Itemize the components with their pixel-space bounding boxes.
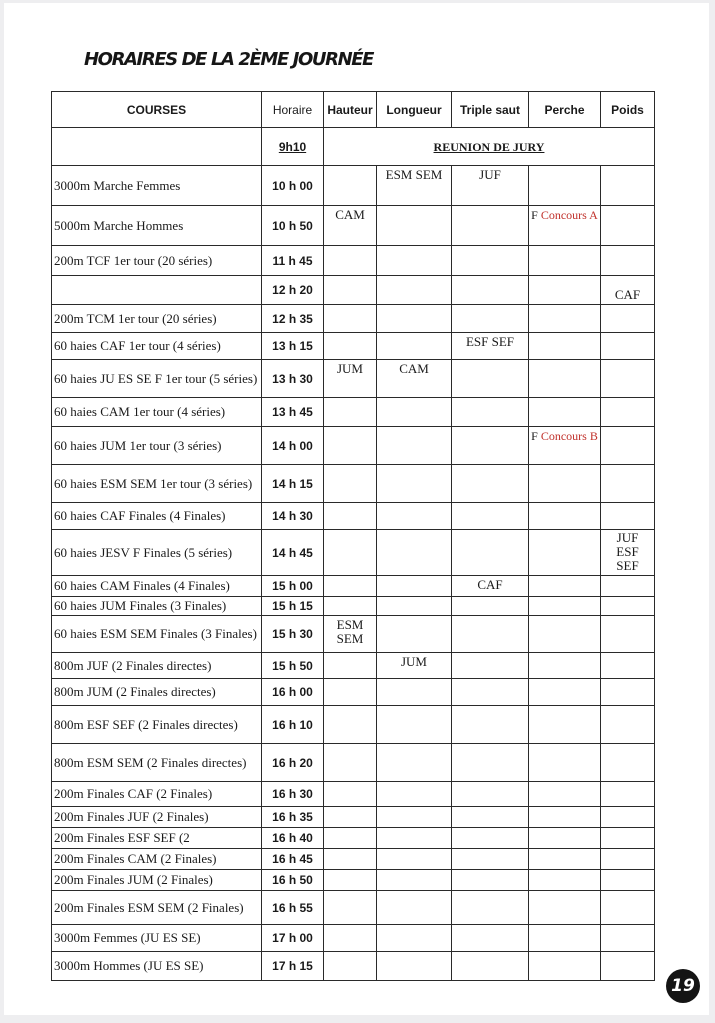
poids-cell — [601, 360, 655, 398]
table-row — [52, 503, 655, 530]
perche-cell — [529, 276, 601, 305]
hauteur-cell — [324, 398, 377, 427]
perche-cell — [529, 576, 601, 597]
triple-saut-cell — [452, 597, 529, 616]
time-cell: 15 h 50 — [262, 653, 324, 679]
table-row — [52, 530, 655, 576]
triple-saut-cell — [452, 305, 529, 333]
header-hauteur: Hauteur — [324, 92, 377, 128]
course-cell: 200m TCF 1er tour (20 séries) — [52, 246, 262, 276]
hauteur-value: CAM — [335, 207, 365, 222]
course-cell: 800m ESF SEF (2 Finales directes) — [52, 706, 262, 744]
poids-cell — [601, 891, 655, 925]
course-cell: 60 haies ESM SEM Finales (3 Finales) — [52, 616, 262, 653]
longueur-cell — [377, 427, 452, 465]
poids-cell — [601, 870, 655, 891]
poids-value: JUF ESF SEF — [616, 530, 639, 573]
hauteur-cell — [324, 576, 377, 597]
table-row — [52, 653, 655, 679]
triple-saut-cell — [452, 870, 529, 891]
hauteur-cell — [324, 246, 377, 276]
time-cell: 14 h 15 — [262, 465, 324, 503]
table-row — [52, 828, 655, 849]
time-cell: 16 h 00 — [262, 679, 324, 706]
table-row — [52, 305, 655, 333]
course-cell: 200m Finales JUF (2 Finales) — [52, 807, 262, 828]
perche-cell — [529, 782, 601, 807]
hauteur-cell — [324, 891, 377, 925]
jury-label: REUNION DE JURY — [433, 139, 545, 154]
longueur-cell — [377, 597, 452, 616]
poids-cell — [601, 653, 655, 679]
perche-cell — [529, 360, 601, 398]
perche-cell — [529, 398, 601, 427]
time-cell: 10 h 00 — [262, 166, 324, 206]
hauteur-cell — [324, 653, 377, 679]
hauteur-cell — [324, 807, 377, 828]
longueur-cell — [377, 465, 452, 503]
longueur-cell — [377, 305, 452, 333]
hauteur-cell — [324, 679, 377, 706]
time-cell: 16 h 30 — [262, 782, 324, 807]
time-cell: 17 h 15 — [262, 952, 324, 981]
perche-cell — [529, 679, 601, 706]
perche-cell — [529, 465, 601, 503]
table-row — [52, 782, 655, 807]
triple-saut-cell — [452, 706, 529, 744]
longueur-cell — [377, 679, 452, 706]
triple-saut-cell — [452, 952, 529, 981]
document-page — [4, 3, 709, 1015]
course-cell: 800m JUF (2 Finales directes) — [52, 653, 262, 679]
triple-saut-cell — [452, 465, 529, 503]
poids-cell — [601, 706, 655, 744]
poids-cell — [601, 398, 655, 427]
time-cell: 13 h 15 — [262, 333, 324, 360]
time-cell: 12 h 20 — [262, 276, 324, 305]
poids-cell — [601, 206, 655, 246]
longueur-cell — [377, 807, 452, 828]
hauteur-cell — [324, 206, 377, 246]
triple-saut-value: JUF — [479, 167, 501, 182]
perche-cell — [529, 925, 601, 952]
header-courses: COURSES — [52, 92, 262, 128]
perche-cell — [529, 616, 601, 653]
hauteur-cell — [324, 427, 377, 465]
time-cell: 16 h 50 — [262, 870, 324, 891]
time-cell: 16 h 35 — [262, 807, 324, 828]
hauteur-cell — [324, 925, 377, 952]
poids-cell — [601, 925, 655, 952]
poids-cell — [601, 427, 655, 465]
longueur-cell — [377, 398, 452, 427]
hauteur-cell — [324, 952, 377, 981]
hauteur-cell — [324, 597, 377, 616]
triple-saut-value: ESF SEF — [465, 334, 515, 349]
hauteur-cell — [324, 870, 377, 891]
course-cell: 60 haies ESM SEM 1er tour (3 séries) — [52, 465, 262, 503]
time-cell: 16 h 20 — [262, 744, 324, 782]
hauteur-cell — [324, 360, 377, 398]
perche-cell — [529, 653, 601, 679]
table-row — [52, 360, 655, 398]
course-cell: 200m TCM 1er tour (20 séries) — [52, 305, 262, 333]
hauteur-cell — [324, 706, 377, 744]
triple-saut-cell — [452, 891, 529, 925]
hauteur-cell — [324, 276, 377, 305]
longueur-value: ESM SEM — [385, 167, 443, 182]
longueur-cell — [377, 503, 452, 530]
perche-concours-label: Concours A — [540, 208, 598, 222]
perche-cell — [529, 807, 601, 828]
schedule-table — [51, 91, 655, 981]
triple-saut-cell — [452, 744, 529, 782]
triple-saut-cell — [452, 576, 529, 597]
poids-cell — [601, 807, 655, 828]
header-longueur: Longueur — [377, 92, 452, 128]
poids-cell — [601, 465, 655, 503]
longueur-cell — [377, 360, 452, 398]
hauteur-cell — [324, 782, 377, 807]
hauteur-cell — [324, 166, 377, 206]
triple-saut-cell — [452, 925, 529, 952]
longueur-cell — [377, 166, 452, 206]
poids-cell — [601, 849, 655, 870]
course-cell: 60 haies CAM Finales (4 Finales) — [52, 576, 262, 597]
header-row — [52, 92, 655, 128]
table-row — [52, 206, 655, 246]
course-cell: 3000m Femmes (JU ES SE) — [52, 925, 262, 952]
time-cell: 16 h 55 — [262, 891, 324, 925]
poids-cell — [601, 305, 655, 333]
longueur-cell — [377, 616, 452, 653]
time-cell: 16 h 40 — [262, 828, 324, 849]
triple-saut-cell — [452, 276, 529, 305]
table-row — [52, 925, 655, 952]
poids-cell — [601, 679, 655, 706]
poids-cell — [601, 744, 655, 782]
perche-cell — [529, 503, 601, 530]
table-row — [52, 576, 655, 597]
perche-cell — [529, 305, 601, 333]
triple-saut-cell — [452, 679, 529, 706]
triple-saut-cell — [452, 360, 529, 398]
longueur-cell — [377, 870, 452, 891]
header-horaire: Horaire — [262, 92, 324, 128]
poids-cell — [601, 576, 655, 597]
jury-row — [52, 128, 655, 166]
poids-cell — [601, 530, 655, 576]
time-cell: 15 h 00 — [262, 576, 324, 597]
table-row — [52, 891, 655, 925]
hauteur-cell — [324, 530, 377, 576]
longueur-cell — [377, 782, 452, 807]
time-cell: 16 h 10 — [262, 706, 324, 744]
triple-saut-value: CAF — [477, 577, 503, 592]
perche-cell — [529, 427, 601, 465]
hauteur-value: ESM SEM — [336, 617, 364, 646]
course-cell: 200m Finales ESM SEM (2 Finales) — [52, 891, 262, 925]
triple-saut-cell — [452, 166, 529, 206]
course-cell: 200m Finales JUM (2 Finales) — [52, 870, 262, 891]
poids-cell — [601, 828, 655, 849]
perche-cell — [529, 333, 601, 360]
hauteur-cell — [324, 503, 377, 530]
triple-saut-cell — [452, 849, 529, 870]
longueur-cell — [377, 706, 452, 744]
perche-group-label: F — [531, 208, 538, 222]
triple-saut-cell — [452, 616, 529, 653]
longueur-cell — [377, 849, 452, 870]
time-cell: 10 h 50 — [262, 206, 324, 246]
longueur-cell — [377, 576, 452, 597]
triple-saut-cell — [452, 333, 529, 360]
course-cell: 60 haies CAF 1er tour (4 séries) — [52, 333, 262, 360]
table-row — [52, 616, 655, 653]
time-cell: 13 h 45 — [262, 398, 324, 427]
hauteur-cell — [324, 616, 377, 653]
poids-cell — [601, 166, 655, 206]
longueur-value: JUM — [400, 654, 427, 669]
time-cell: 14 h 00 — [262, 427, 324, 465]
longueur-cell — [377, 206, 452, 246]
table-row — [52, 246, 655, 276]
header-triple-saut: Triple saut — [452, 92, 529, 128]
perche-cell — [529, 891, 601, 925]
course-cell: 800m ESM SEM (2 Finales directes) — [52, 744, 262, 782]
perche-cell — [529, 870, 601, 891]
hauteur-cell — [324, 744, 377, 782]
course-cell: 60 haies JESV F Finales (5 séries) — [52, 530, 262, 576]
perche-cell — [529, 849, 601, 870]
table-row — [52, 849, 655, 870]
triple-saut-cell — [452, 807, 529, 828]
table-row — [52, 465, 655, 503]
hauteur-cell — [324, 828, 377, 849]
course-cell: 200m Finales CAF (2 Finales) — [52, 782, 262, 807]
perche-cell — [529, 530, 601, 576]
perche-concours-label: Concours B — [540, 429, 598, 443]
table-row — [52, 744, 655, 782]
perche-group-label: F — [531, 429, 538, 443]
table-row — [52, 333, 655, 360]
hauteur-cell — [324, 333, 377, 360]
poids-value: CAF — [614, 287, 641, 302]
longueur-cell — [377, 246, 452, 276]
course-cell: 60 haies CAF Finales (4 Finales) — [52, 503, 262, 530]
hauteur-cell — [324, 305, 377, 333]
table-row — [52, 706, 655, 744]
time-cell: 16 h 45 — [262, 849, 324, 870]
longueur-cell — [377, 952, 452, 981]
poids-cell — [601, 246, 655, 276]
time-cell: 11 h 45 — [262, 246, 324, 276]
perche-cell — [529, 597, 601, 616]
poids-cell — [601, 952, 655, 981]
jury-time: 9h10 — [262, 128, 324, 166]
triple-saut-cell — [452, 782, 529, 807]
header-poids: Poids — [601, 92, 655, 128]
triple-saut-cell — [452, 530, 529, 576]
perche-cell — [529, 706, 601, 744]
table-row — [52, 679, 655, 706]
poids-cell — [601, 503, 655, 530]
table-row — [52, 870, 655, 891]
table-row — [52, 597, 655, 616]
longueur-cell — [377, 333, 452, 360]
page-title: HORAIRES DE LA 2ÈME JOURNÉE — [84, 49, 374, 70]
time-cell: 14 h 30 — [262, 503, 324, 530]
perche-cell — [529, 166, 601, 206]
poids-cell — [601, 597, 655, 616]
course-cell: 60 haies JUM 1er tour (3 séries) — [52, 427, 262, 465]
table-row — [52, 166, 655, 206]
poids-cell — [601, 782, 655, 807]
longueur-cell — [377, 925, 452, 952]
perche-cell — [529, 952, 601, 981]
table-row — [52, 807, 655, 828]
course-cell — [52, 276, 262, 305]
time-cell: 13 h 30 — [262, 360, 324, 398]
longueur-cell — [377, 828, 452, 849]
perche-cell — [529, 744, 601, 782]
table-row — [52, 427, 655, 465]
longueur-value: CAM — [399, 361, 429, 376]
longueur-cell — [377, 891, 452, 925]
course-cell: 200m Finales CAM (2 Finales) — [52, 849, 262, 870]
hauteur-cell — [324, 849, 377, 870]
page-number-badge: 19 — [666, 969, 700, 1003]
longueur-cell — [377, 530, 452, 576]
triple-saut-cell — [452, 398, 529, 427]
perche-cell — [529, 246, 601, 276]
course-cell: 3000m Hommes (JU ES SE) — [52, 952, 262, 981]
time-cell: 15 h 15 — [262, 597, 324, 616]
longueur-cell — [377, 653, 452, 679]
course-cell: 200m Finales ESF SEF (2 — [52, 828, 262, 849]
hauteur-cell — [324, 465, 377, 503]
jury-label-cell — [324, 128, 655, 166]
course-cell: 60 haies JU ES SE F 1er tour (5 séries) — [52, 360, 262, 398]
perche-cell — [529, 828, 601, 849]
header-perche: Perche — [529, 92, 601, 128]
poids-cell — [601, 333, 655, 360]
course-cell: 60 haies JUM Finales (3 Finales) — [52, 597, 262, 616]
course-cell: 3000m Marche Femmes — [52, 166, 262, 206]
longueur-cell — [377, 276, 452, 305]
course-cell: 60 haies CAM 1er tour (4 séries) — [52, 398, 262, 427]
time-cell: 12 h 35 — [262, 305, 324, 333]
perche-cell — [529, 206, 601, 246]
time-cell: 14 h 45 — [262, 530, 324, 576]
course-cell: 800m JUM (2 Finales directes) — [52, 679, 262, 706]
jury-empty-cell — [52, 128, 262, 166]
course-cell: 5000m Marche Hommes — [52, 206, 262, 246]
triple-saut-cell — [452, 828, 529, 849]
triple-saut-cell — [452, 206, 529, 246]
triple-saut-cell — [452, 653, 529, 679]
table-row — [52, 398, 655, 427]
poids-cell — [601, 616, 655, 653]
hauteur-value: JUM — [336, 361, 363, 376]
poids-cell — [601, 276, 655, 305]
longueur-cell — [377, 744, 452, 782]
time-cell: 17 h 00 — [262, 925, 324, 952]
triple-saut-cell — [452, 246, 529, 276]
triple-saut-cell — [452, 503, 529, 530]
table-row — [52, 952, 655, 981]
time-cell: 15 h 30 — [262, 616, 324, 653]
triple-saut-cell — [452, 427, 529, 465]
table-row — [52, 276, 655, 305]
